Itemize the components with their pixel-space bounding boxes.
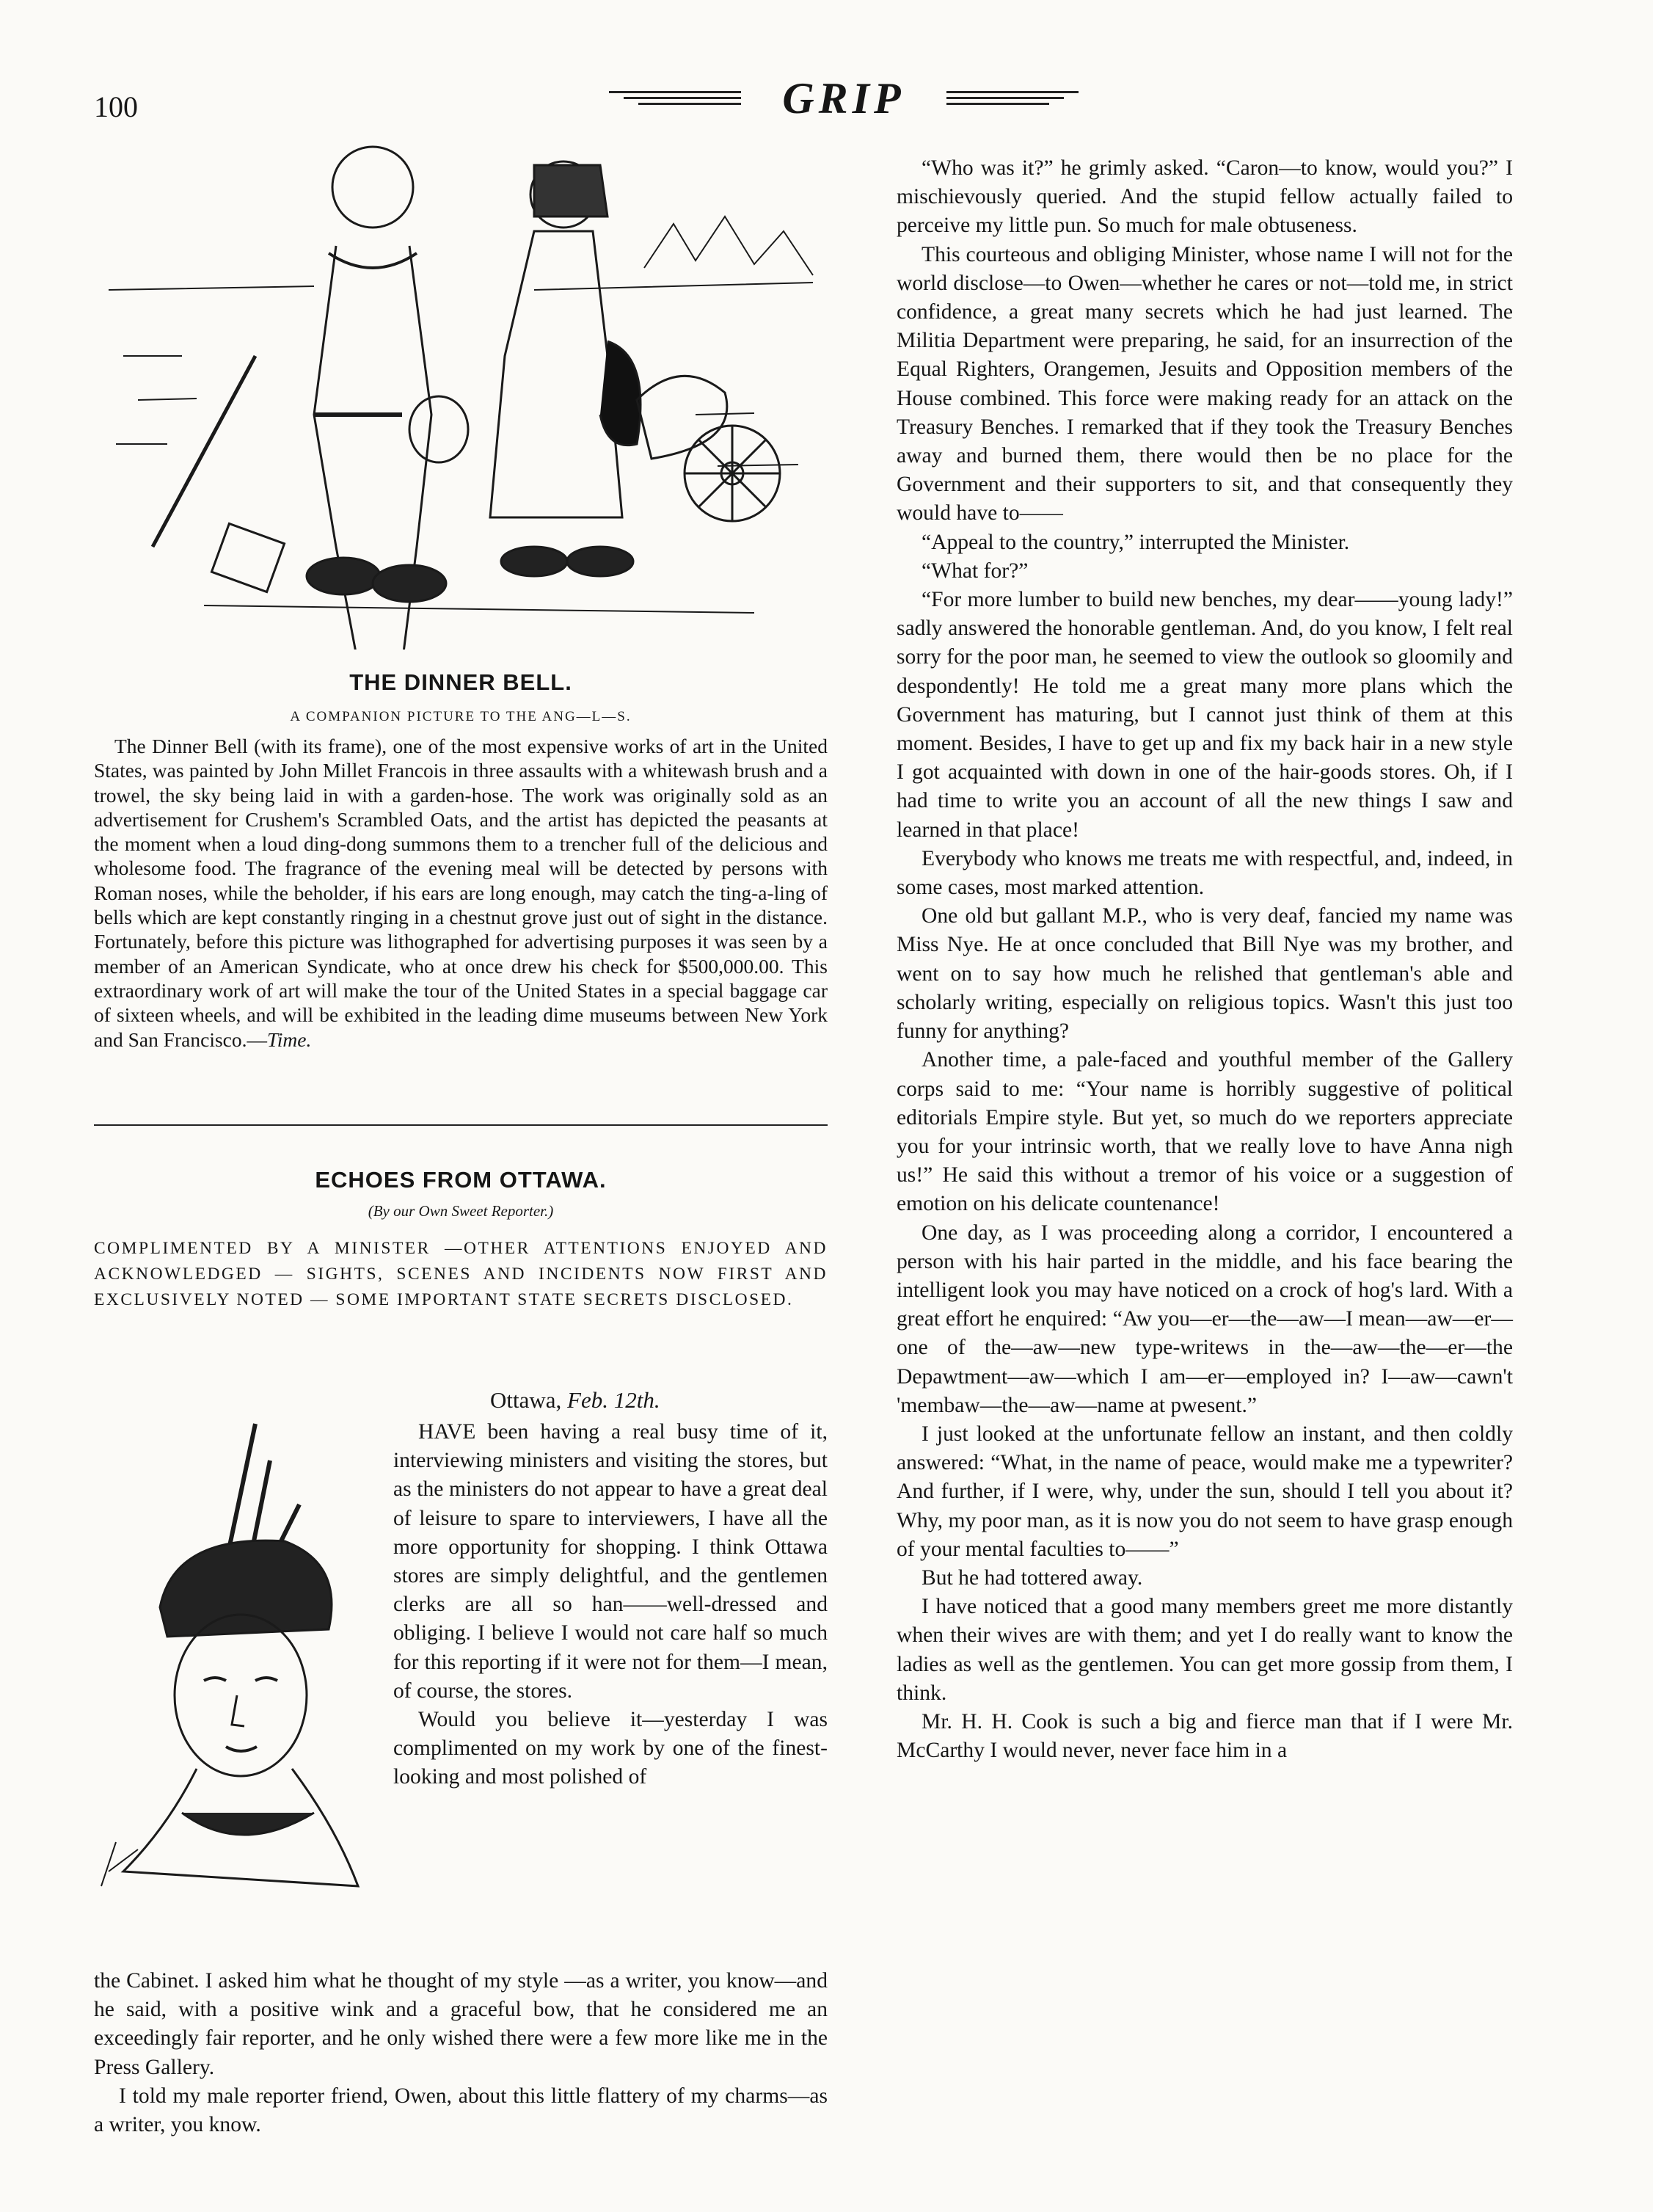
article-right-column [897,154,1513,1765]
paragraph: Mr. H. H. Cook is such a big and fierce man that if I were Mr. McCarthy I would never, never face him in a [897,1709,1513,1763]
paragraph: HAVE been having a real busy time of it, interviewing ministers and visiting the stores, but as the ministers do not appear to have a great deal of leisure to spare to interviewers, I have all the more opportunity for shopping. I think Ottawa stores are simply delightful, and the gentlemen clerks are all so han——well-dressed and obliging. I believe I would not care half so much for this reporting if it were not for them—I mean, of course, the stores. [393,1420,828,1703]
paragraph: I have noticed that a good many members greet me more distantly when their wives are with them; and yet I do really want to know the ladies as well as the gentlemen. You can get more gossip from them, I think. [897,1595,1513,1705]
paragraph: One old but gallant M.P., who is very deaf, fancied my name was Miss Nye. He at once concluded that Bill Nye was my brother, and went on to say how much he relished that gentleman's able and scholarly writing, especially on religious topics. Wasn't this just too funny for anything? [897,904,1513,1044]
paragraph: “Who was it?” he grimly asked. “Caron—to know, would you?” I mischievously queried. And the stupid fellow actually failed to perceive my little pun. So much for male obtuseness. [897,156,1513,238]
paragraph: Would you believe it—yesterday I was complimented on my work by one of the finest-looking and most polished of [393,1708,828,1789]
article-left-full [94,1967,828,2139]
illustration-caption [94,734,828,1052]
illustration-title: THE DINNER BELL. [349,669,572,695]
paragraph: “For more lumber to build new benches, my dear——young lady!” sadly answered the honorable gentleman. And, do you know, I felt real sorry for the poor man, he seemed to view the outlook so gloomily and despondently! He told me a great many more plans which the Government has maturing, but I cannot just think of them at this moment. Besides, I have to get up and fix my back hair in a new style I got acquainted with down in one of the hair-goods stores. Oh, if I had time to write you an account of all the new things I saw and learned in that place! [897,588,1513,842]
article-summary: COMPLIMENTED BY A MINISTER —OTHER ATTENTIONS ENJOYED AND ACKNOWLEDGED — SIGHTS, SCENES AND INCIDENTS NOW FIRST AND EXCLUSIVELY NOTED — SOME IMPORTANT STATE SECRETS DISCLOSED. [94,1239,828,1309]
paragraph: Everybody who knows me treats me with respectful, and, indeed, in some cases, most marked attention. [897,846,1513,900]
paragraph: “What for?” [922,559,1029,583]
masthead [602,73,1086,125]
paragraph: One day, as I was proceeding along a corridor, I encountered a person with his hair parted in the middle, and his face bearing the intelligent look you may have noticed on a crock of hog's lard. With a great effort he enquired: “Aw you—er—the—aw—I mean—aw—er—one of the—aw—new type-writews in the—aw—the—er—the Depawtment—aw—which I am—er—employed in? I—aw—cawn't 'membaw—the—aw—name at pwesent.” [897,1220,1513,1417]
paragraph: “Appeal to the country,” interrupted the Minister. [922,530,1350,554]
dateline-place: Ottawa, [490,1387,562,1413]
page-number: 100 [94,90,138,123]
article-dateline [490,1387,660,1414]
article-byline: (By our Own Sweet Reporter.) [368,1202,554,1220]
illustration-subtitle: A COMPANION PICTURE TO THE ANG—L—S. [290,709,632,724]
article-title: ECHOES FROM OTTAWA. [315,1167,607,1193]
paragraph: But he had tottered away. [922,1565,1143,1590]
masthead-title: GRIP [782,74,905,123]
paragraph: This courteous and obliging Minister, whose name I will not for the world disclose—to Owen—whether he cares or not—told me, in strict confidence, a great many secrets which he had just learned. The Militia Department were preparing, he said, for an insurrection of the Equal Righters, Orangemen, Jesuits and Opposition members of the House combined. This force were making ready for an attack on the Treasury Benches. I remarked that if they took the Treasury Benches away and burned them, there would then be no place for the Government and their supporters to sit, and that consequently they would have to—— [897,242,1513,525]
caption-text: The Dinner Bell (with its frame), one of the most expensive works of art in the United States, was painted by John Millet Francois in three assaults with a whitewash brush and a trowel, the sky being laid in with a garden-hose. The work was originally sold as an advertisement for Crushem's Scrambled Oats, and the artist has depicted the peasants at the moment when a loud ding-dong summons them to a trencher full of the delicious and wholesome food. The fragrance of the evening meal will be detected by persons with Roman noses, while the beholder, if his ears are long enough, may catch the ting-a-ling of bells which are kept constantly ringing in a chestnut grove just out of sight in the distance. Fortunately, before this picture was lithographed for advertising purposes it was seen by a member of an American Syndicate, who at once drew his check for $500,000.00. This extraordinary work of art will make the tour of the United States in a special baggage car of sixteen wheels, and will be exhibited in the leading dime museums between New York and San Francisco.— [94,735,828,1051]
dateline-date: Feb. 12th. [567,1387,660,1413]
paragraph: the Cabinet. I asked him what he thought of my style —as a writer, you know—and he said, with a positive wink and a graceful bow, that he considered me an exceedingly fair reporter, and he only wished there were a few more like me in the Press Gallery. [94,1969,828,2079]
peasant-couple-engraving-icon [94,136,828,650]
caption-source: Time. [267,1027,312,1051]
section-divider [94,1124,828,1126]
paragraph: Another time, a pale-faced and youthful member of the Gallery corps said to me: “Your name is horribly suggestive of political editorials Empire style. But yet, so much do we reporters appreciate you for your intrinsic worth, that we really love to have Anna nigh us!” He said this without a tremor of his voice or a suggestion of emotion on his delicate countenance! [897,1048,1513,1216]
paragraph: I just looked at the unfortunate fellow an instant, and then coldly answered: “What, in the name of peace, would make me a typewriter? And further, if I were, why, under the sun, should I tell you about it? Why, my poor man, as it is now you do not seem to have grasp enough of your mental faculties to——” [897,1422,1513,1561]
article-left-wrap [393,1418,828,1792]
woman-in-hat-portrait-icon [94,1416,387,1923]
paragraph: I told my male reporter friend, Owen, about this little flattery of my charms—as a writer, you know. [94,2084,828,2137]
